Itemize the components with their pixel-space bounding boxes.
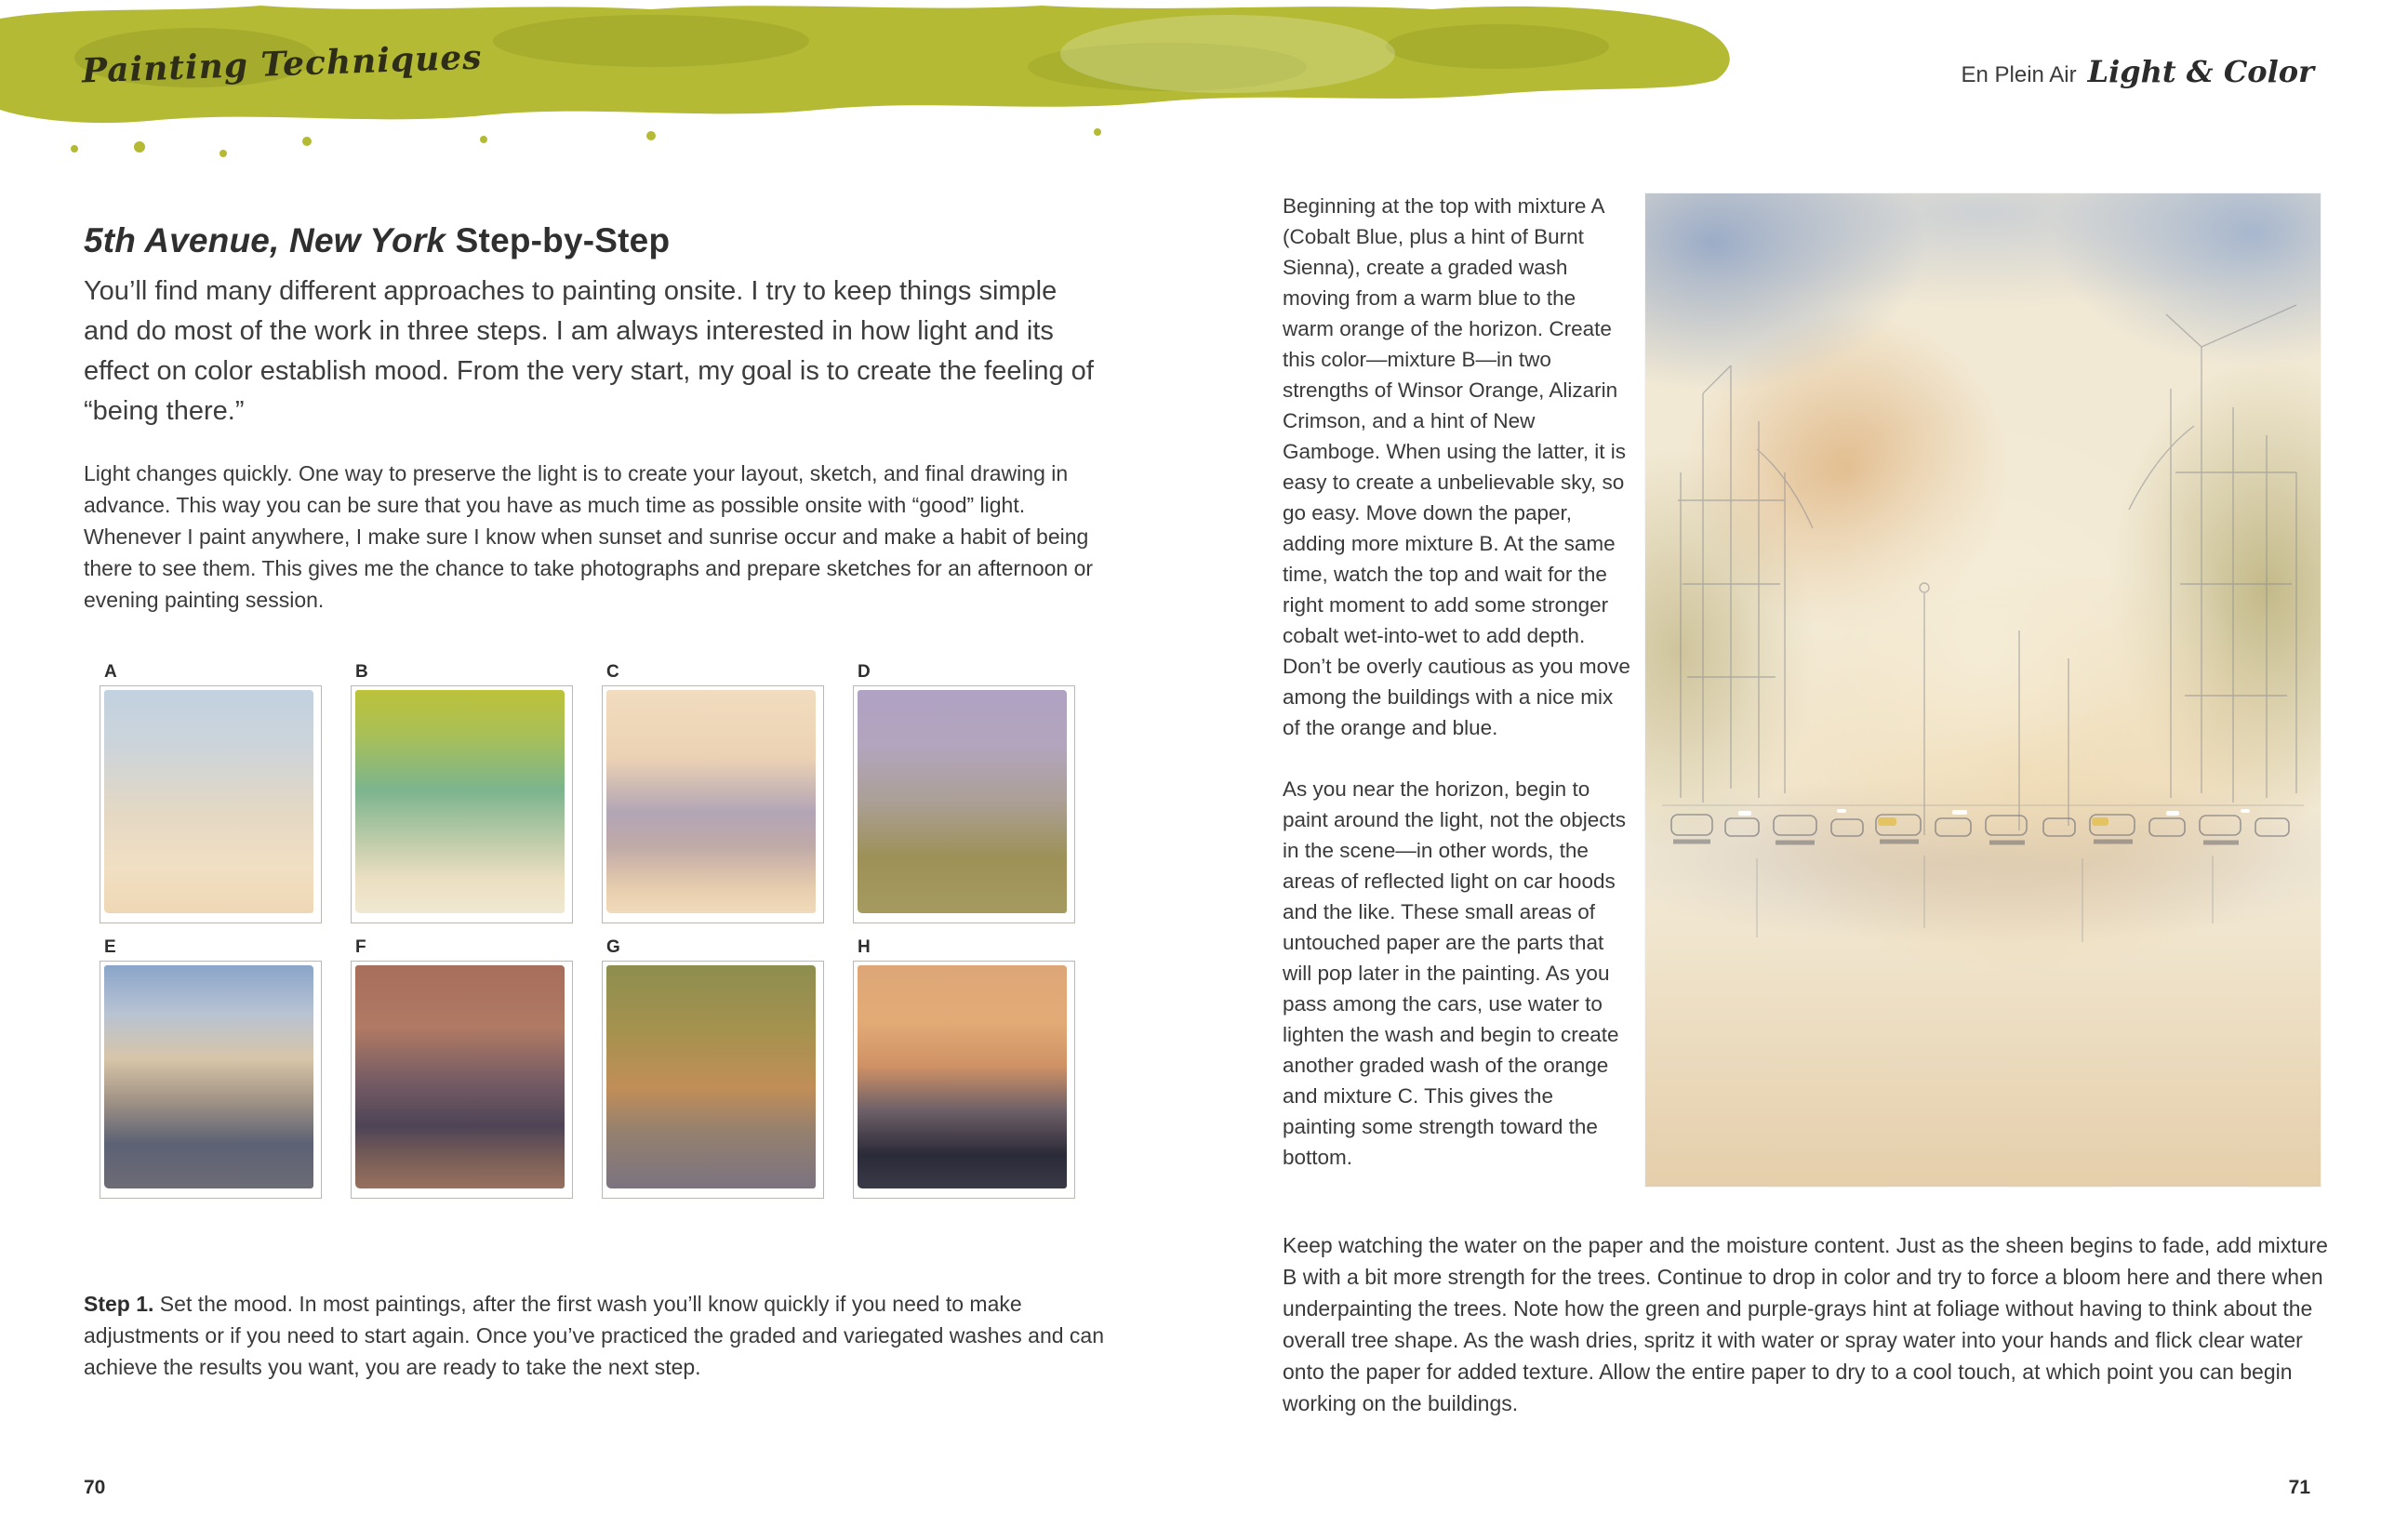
- bottom-paragraph: Keep watching the water on the paper and the moisture content. Just as the sheen begins to fade, add mixture B with a bit more strength for the trees. Continue to drop in color and try to force a bloom here and there when underpainting the trees. Note how the green and purple-grays hint at foliage without having to think about the overall tree shape. As the wash dries, spritz it with water or spray water into your hands and flick clear water onto the paper for added texture. Allow the entire paper to dry to a cool touch, at which point you can begin working on the buildings.: [1283, 1233, 2328, 1415]
- page-number-right: 71: [2288, 1477, 2310, 1498]
- swatch-label: D: [858, 662, 871, 682]
- swatch-paint: [355, 690, 565, 913]
- swatch-paint: [858, 965, 1067, 1188]
- instruction-paragraph-1: Beginning at the top with mixture A (Cobalt Blue, plus a hint of Burnt Sienna), create a graded wash moving from a warm blue to the warm orange of the horizon. Create this color—mixture B—in two strengths of Winsor Orange, Alizarin Crimson, and a hint of New Gamboge. When using the latter, it is easy to create a unbelievable sky, so go easy. Move down the paper, adding more mixture B. At the same time, watch the top and wait for the right moment to add some stronger cobalt wet-into-wet to add depth. Don’t be overly cautious as you move among the buildings with a nice mix of the orange and blue.: [1283, 194, 1630, 739]
- swatch-paint: [606, 965, 816, 1188]
- painting-sketch-overlay: [1645, 193, 2321, 1187]
- swatch-g: [606, 937, 816, 1188]
- swatch-label: G: [606, 937, 620, 957]
- body-paragraph: Light changes quickly. One way to preserve the light is to create your layout, sketch, and final drawing in advance. This way you can be sure that you have as much time as possible onsite with “good” light. Whenever I paint anywhere, I make sure I know when sunset and sunrise occur and make a habit of being there to see them. This gives me the chance to take photographs and prepare sketches for an afternoon or evening painting session.: [84, 461, 1094, 612]
- swatch-label: E: [104, 937, 116, 957]
- swatch-label: A: [104, 662, 117, 682]
- step-caption-text: Set the mood. In most paintings, after the first wash you’ll know quickly if you need to make adjustments or if you need to start again. Once you’ve practiced the graded and variegated washes and can achieve the results you want, you are ready to take the next step.: [84, 1292, 1105, 1379]
- intro-paragraph: You’ll find many different approaches to painting onsite. I try to keep things simple and do most of the work in three steps. I am always interested in how light and its effect on color establish mood. From the very start, my goal is to create the feeling of “being there.”: [84, 276, 1094, 426]
- swatch-h: [858, 937, 1067, 1188]
- section-title-script: Painting Techniques: [81, 37, 484, 91]
- page-number-left: 70: [84, 1477, 106, 1498]
- article-title-italic: 5th Avenue, New York: [84, 221, 446, 259]
- swatch-d: [858, 662, 1067, 913]
- swatch-paint: [858, 690, 1067, 913]
- color-swatch-grid: [104, 662, 1071, 1188]
- swatch-paint: [104, 965, 313, 1188]
- swatch-label: F: [355, 937, 366, 957]
- article-title-regular: Step-by-Step: [446, 221, 671, 259]
- running-head-script: Light & Color: [2087, 54, 2314, 89]
- instruction-column: [1283, 191, 1632, 1173]
- running-head: [1962, 54, 2315, 89]
- swatch-paint: [606, 690, 816, 913]
- swatch-a: [104, 662, 313, 913]
- watercolor-cityscape-painting: [1645, 193, 2321, 1187]
- watercolor-swash: [0, 0, 1749, 172]
- swatch-paint: [104, 690, 313, 913]
- swatch-e: [104, 937, 313, 1188]
- swatch-label: H: [858, 937, 871, 957]
- swatch-f: [355, 937, 565, 1188]
- swatch-label: B: [355, 662, 368, 682]
- swatch-b: [355, 662, 565, 913]
- instruction-paragraph-2: As you near the horizon, begin to paint around the light, not the objects in the scene—in other words, the areas of reflected light on car hoods and the like. These small areas of untouched paper are the parts that will pop later in the painting. As you pass among the cars, use water to lighten the wash and begin to create another graded wash of the orange and mixture C. This gives the painting some strength toward the bottom.: [1283, 777, 1627, 1169]
- step-number-label: Step 1.: [84, 1292, 154, 1316]
- running-head-regular: En Plein Air: [1961, 62, 2077, 87]
- step-caption: [84, 1288, 1127, 1383]
- swatch-label: C: [606, 662, 619, 682]
- swatch-paint: [355, 965, 565, 1188]
- swatch-c: [606, 662, 816, 913]
- article-title: [84, 221, 1135, 260]
